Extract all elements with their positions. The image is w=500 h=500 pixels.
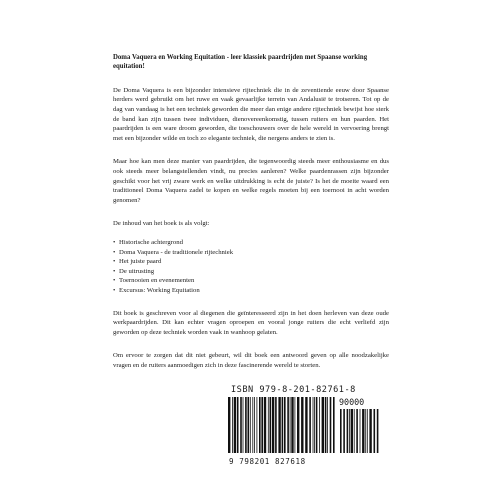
barcode-bar bbox=[295, 397, 296, 453]
barcode-bar bbox=[319, 397, 320, 453]
barcode-bar bbox=[282, 397, 284, 453]
barcode-bar bbox=[374, 409, 376, 453]
barcode-bar bbox=[360, 409, 361, 453]
intro-paragraph: De Doma Vaquera is een bijzonder intensieve rijtechniek die in de zeventiende eeuw door Spaanse herders werd gebruikt om het ruwe en vaak gevaarlijke terrein van Andalusië te trotseren. Tot op de dag van vandaag is het een techniek geworden die meer dan enige andere rijtechniek bewijst hoe sterk de band kan zijn tussen twee individuen, dienovereenkomstig, tussen ruiters en hun paarden. Het paardrijden is een ware droom geworden, die toeschouwers over de hele wereld in vervoering brengt met een bijzonder wilde en toch zo elegante techniek, die nergens anders te zien is. bbox=[113, 86, 389, 142]
barcode-bar bbox=[367, 409, 368, 453]
barcode-bar bbox=[365, 409, 366, 453]
barcode-bar bbox=[228, 397, 230, 453]
barcode-bar bbox=[330, 397, 332, 453]
barcode-bar bbox=[254, 397, 255, 453]
barcode-bar bbox=[322, 397, 324, 453]
questions-paragraph: Maar hoe kan men deze manier van paardrijden, die tegenwoordig steeds meer enthousiasme en dus ook steeds meer belangstellenden vindt, nu precies aanleren? Welke paardenrassen zijn bijzonder geschikt voor het vrij zware werk en welke uitdrukking is echt de juiste? Is het de moeite waard een traditioneel Doma Vaquera zadel te kopen en welke regels moeten bij een toernooi in acht worden genomen? bbox=[113, 158, 389, 204]
barcode-bar bbox=[343, 409, 345, 453]
barcode-bar bbox=[309, 397, 311, 453]
barcode-bar bbox=[250, 397, 251, 453]
audience-paragraph: Dit boek is geschreven voor al diegenen die geïnteresseerd zijn in het doen herleven van deze oude werkpaardrijden. Dit kan echter vragen oproepen en vooral jonge ruiters die echt verliefd zijn geworden op deze techniek worden vaak in wanhoop gelaten. bbox=[113, 309, 389, 336]
barcode-bar bbox=[314, 397, 315, 453]
barcode-bar bbox=[290, 397, 291, 453]
barcode-bar bbox=[333, 397, 335, 453]
barcode-bar bbox=[327, 397, 328, 453]
barcode-bar bbox=[351, 409, 353, 453]
barcode-bar bbox=[278, 397, 280, 453]
blurb-title: Doma Vaquera en Working Equitation - leer klassiek paardrijden met Spaanse working equitation! bbox=[113, 54, 368, 71]
barcode-bar bbox=[325, 397, 327, 453]
barcode-bar bbox=[356, 409, 358, 453]
isbn-label: ISBN 979-8-201-82761-8 bbox=[231, 385, 356, 395]
barcode-bar bbox=[232, 397, 233, 453]
isbn-barcode bbox=[227, 385, 385, 465]
list-item: • Excursus: Working Equitation bbox=[113, 286, 389, 296]
barcode-bar bbox=[237, 397, 239, 453]
barcode-bar bbox=[349, 409, 350, 453]
addon-barcode-bars bbox=[339, 409, 381, 453]
barcode-bar bbox=[301, 397, 303, 453]
barcode-bar bbox=[287, 397, 289, 453]
barcode-digits: 9 798201 827618 bbox=[229, 457, 306, 466]
barcode-bar bbox=[284, 397, 286, 453]
list-item: • Toernooien en evenementen bbox=[113, 276, 389, 286]
barcode-bar bbox=[369, 409, 371, 453]
barcode-bar bbox=[354, 409, 355, 453]
barcode-bar bbox=[275, 397, 277, 453]
barcode-bar bbox=[264, 397, 266, 453]
barcode-bar bbox=[234, 397, 236, 453]
barcode-bar bbox=[313, 397, 314, 453]
list-item: • Het juiste paard bbox=[113, 257, 389, 267]
barcode-graphics bbox=[227, 397, 385, 458]
barcode-bar bbox=[248, 397, 250, 453]
ean-barcode-bars bbox=[227, 397, 335, 453]
closing-paragraph: Om ervoor te zorgen dat dit niet gebeurt, wil dit boek een antwoord geven op alle noodzakelijke vragen en de ruiters aanmoedigen zich in deze fascinerende wereld te storten. bbox=[113, 352, 389, 369]
barcode-bar bbox=[291, 397, 293, 453]
barcode-bar bbox=[377, 409, 379, 453]
contents-list bbox=[113, 238, 389, 296]
list-item: • Doma Vaquera - de traditionele rijtechniek bbox=[113, 248, 389, 258]
contents-heading: De inhoud van het boek is als volgt: bbox=[113, 220, 210, 228]
barcode-bar bbox=[245, 397, 247, 453]
barcode-bar bbox=[305, 397, 307, 453]
barcode-bar bbox=[347, 409, 349, 453]
barcode-bar bbox=[297, 397, 299, 453]
barcode-bar bbox=[272, 397, 274, 453]
barcode-bar bbox=[243, 397, 244, 453]
barcode-bar bbox=[261, 397, 263, 453]
barcode-bar bbox=[362, 409, 364, 453]
list-item: • De uitrusting bbox=[113, 267, 389, 277]
addon-number: 90000 bbox=[339, 397, 365, 407]
blurb bbox=[113, 53, 389, 384]
list-item: • Historische achtergrond bbox=[113, 238, 389, 248]
barcode-bar bbox=[259, 397, 261, 453]
barcode-bar bbox=[340, 409, 342, 453]
barcode-bar bbox=[240, 397, 242, 453]
barcode-bar bbox=[270, 397, 272, 453]
barcode-bar bbox=[257, 397, 258, 453]
barcode-bar bbox=[316, 397, 318, 453]
barcode-bar bbox=[252, 397, 253, 453]
barcode-bar bbox=[268, 397, 269, 453]
